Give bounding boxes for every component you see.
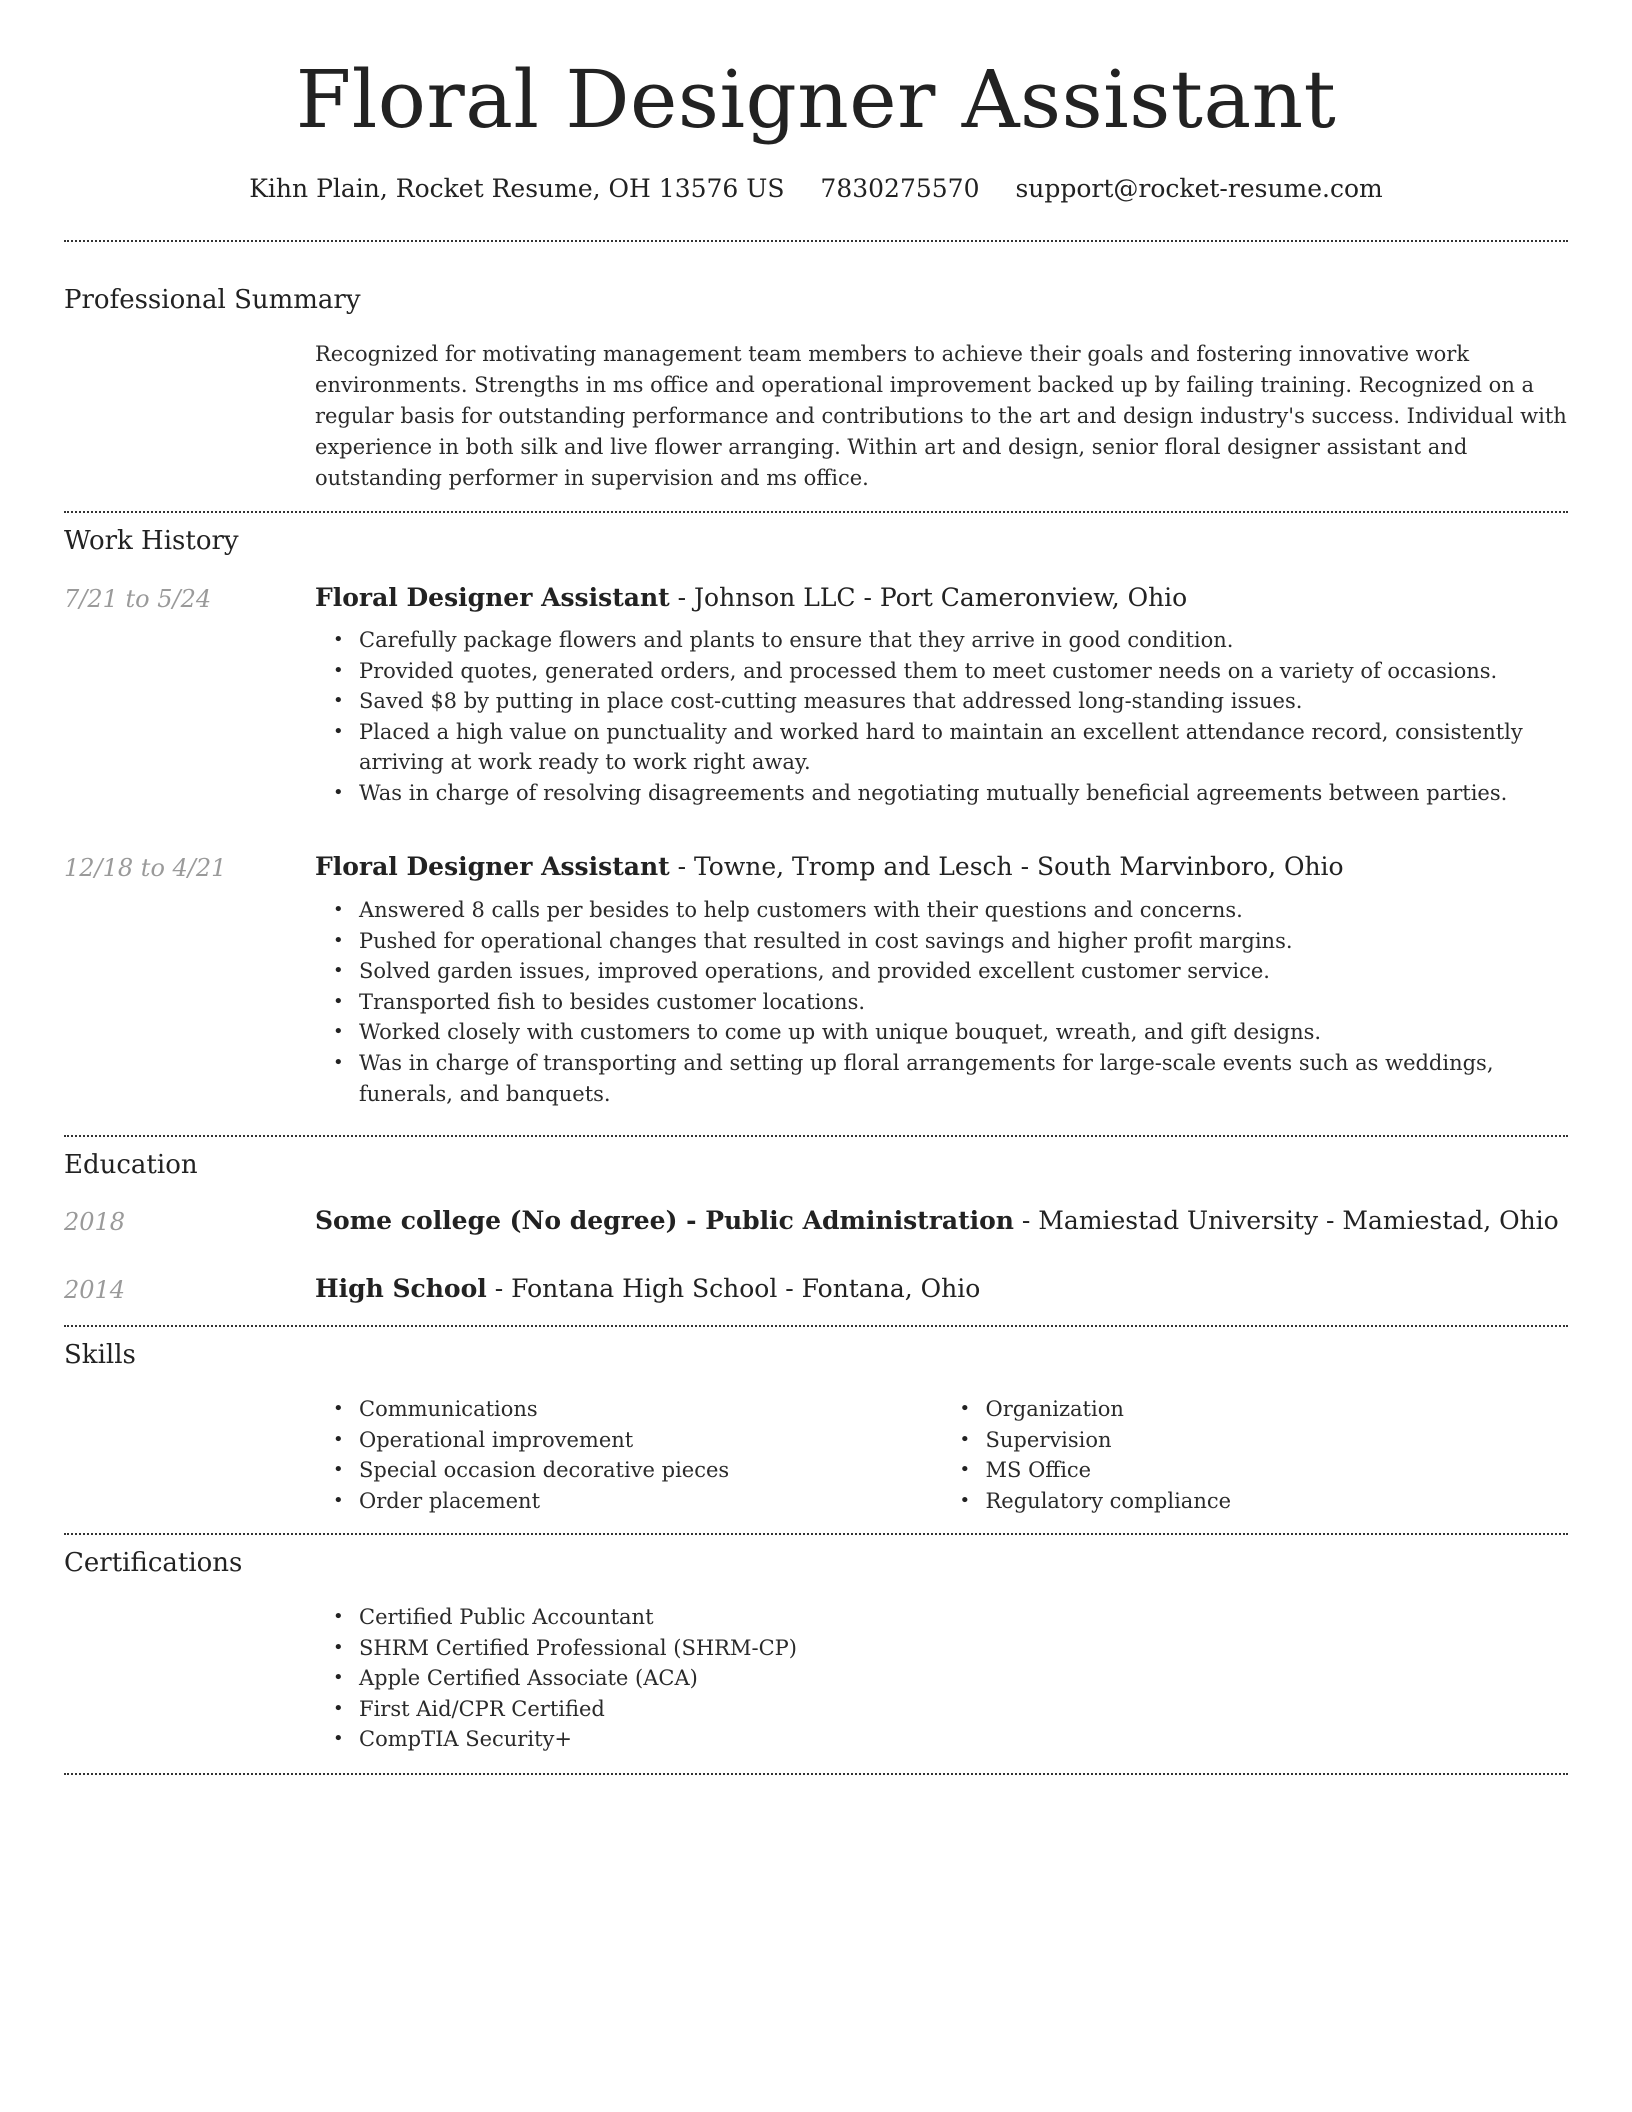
job-details: - Towne, Tromp and Lesch - South Marvinboro, Ohio — [669, 852, 1344, 881]
job-heading — [315, 851, 1568, 883]
list-item: • CompTIA Security+ — [359, 1724, 1568, 1755]
list-item: • Was in charge of resolving disagreements and negotiating mutually beneficial agreements between parties. — [359, 778, 1568, 809]
list-item: • Communications — [359, 1394, 942, 1425]
education-entry — [315, 1273, 1568, 1305]
education-heading — [315, 1205, 1568, 1237]
list-item: • Operational improvement — [359, 1425, 942, 1456]
job-heading — [315, 582, 1568, 614]
section-title-certifications: Certifications — [64, 1548, 243, 1578]
job-details: - Johnson LLC - Port Cameronview, Ohio — [669, 583, 1188, 612]
divider — [64, 1135, 1568, 1137]
contact-address: Kihn Plain, Rocket Resume, OH 13576 US — [249, 174, 785, 203]
list-item: • Transported fish to besides customer locations. — [359, 987, 1568, 1018]
list-item: • Apple Certified Associate (ACA) — [359, 1663, 1568, 1694]
list-item: • Answered 8 calls per besides to help customers with their questions and concerns. — [359, 895, 1568, 926]
list-item: • SHRM Certified Professional (SHRM-CP) — [359, 1633, 1568, 1664]
list-item: • Worked closely with customers to come up with unique bouquet, wreath, and gift designs. — [359, 1017, 1568, 1048]
section-title-summary: Professional Summary — [64, 285, 361, 315]
certifications-list — [315, 1602, 1568, 1755]
divider — [64, 1533, 1568, 1535]
section-title-skills: Skills — [64, 1340, 136, 1370]
education-year: 2014 — [64, 1276, 126, 1304]
job-title: Floral Designer Assistant — [315, 852, 670, 881]
education-heading — [315, 1273, 1568, 1305]
job-dates: 12/18 to 4/21 — [64, 854, 227, 882]
contact-email: support@rocket-resume.com — [1015, 174, 1383, 203]
job-title: Floral Designer Assistant — [315, 583, 670, 612]
certifications-block — [315, 1602, 1568, 1755]
job-dates: 7/21 to 5/24 — [64, 585, 212, 613]
list-item: • First Aid/CPR Certified — [359, 1694, 1568, 1725]
candidate-name: Floral Designer Assistant — [295, 53, 1337, 146]
education-details: - Fontana High School - Fontana, Ohio — [486, 1274, 981, 1303]
divider — [64, 1325, 1568, 1327]
skills-list-right — [942, 1394, 1569, 1516]
list-item: • Order placement — [359, 1486, 942, 1517]
list-item: • Carefully package flowers and plants to ensure that they arrive in good condition. — [359, 625, 1568, 656]
job-entry — [315, 582, 1568, 809]
summary-block — [315, 339, 1568, 494]
divider — [64, 1773, 1568, 1775]
list-item: • Special occasion decorative pieces — [359, 1455, 942, 1486]
list-item: • Regulatory compliance — [986, 1486, 1569, 1517]
section-title-education: Education — [64, 1150, 198, 1180]
skills-grid — [315, 1394, 1568, 1516]
list-item: • Provided quotes, generated orders, and processed them to meet customer needs on a variety of occasions. — [359, 656, 1568, 687]
list-item: • Organization — [986, 1394, 1569, 1425]
skills-block — [315, 1394, 1568, 1516]
education-degree: High School — [315, 1274, 487, 1303]
job-bullets — [315, 625, 1568, 809]
list-item: • Certified Public Accountant — [359, 1602, 1568, 1633]
divider — [64, 511, 1568, 513]
education-details: - Mamiestad University - Mamiestad, Ohio — [1013, 1206, 1559, 1235]
education-year: 2018 — [64, 1208, 126, 1236]
list-item: • Solved garden issues, improved operations, and provided excellent customer service. — [359, 956, 1568, 987]
list-item: • Placed a high value on punctuality and worked hard to maintain an excellent attendance record, consistently arriving at work ready to work right away. — [359, 717, 1568, 778]
job-entry — [315, 851, 1568, 1109]
education-entry — [315, 1205, 1568, 1237]
skills-list-left — [315, 1394, 942, 1516]
education-degree: Some college (No degree) - Public Administration — [315, 1206, 1014, 1235]
list-item: • Supervision — [986, 1425, 1569, 1456]
divider — [64, 240, 1568, 242]
list-item: • Was in charge of transporting and setting up floral arrangements for large-scale events such as weddings, funerals, and banquets. — [359, 1048, 1568, 1109]
section-title-work: Work History — [64, 526, 239, 556]
job-bullets — [315, 895, 1568, 1109]
list-item: • Pushed for operational changes that resulted in cost savings and higher profit margins. — [359, 926, 1568, 957]
contact-phone: 7830275570 — [820, 174, 980, 203]
list-item: • MS Office — [986, 1455, 1569, 1486]
list-item: • Saved $8 by putting in place cost-cutting measures that addressed long-standing issues. — [359, 686, 1568, 717]
summary-text: Recognized for motivating management team members to achieve their goals and fostering innovative work environments. Strengths in ms office and operational improvement backed up by failing training. Recognized on a regular basis for outstanding performance and contributions to the art and design industry's success. Individual with experience in both silk and live flower arranging. Within art and design, senior floral designer assistant and outstanding performer in supervision and ms office. — [315, 342, 1567, 490]
contact-line — [64, 172, 1568, 206]
